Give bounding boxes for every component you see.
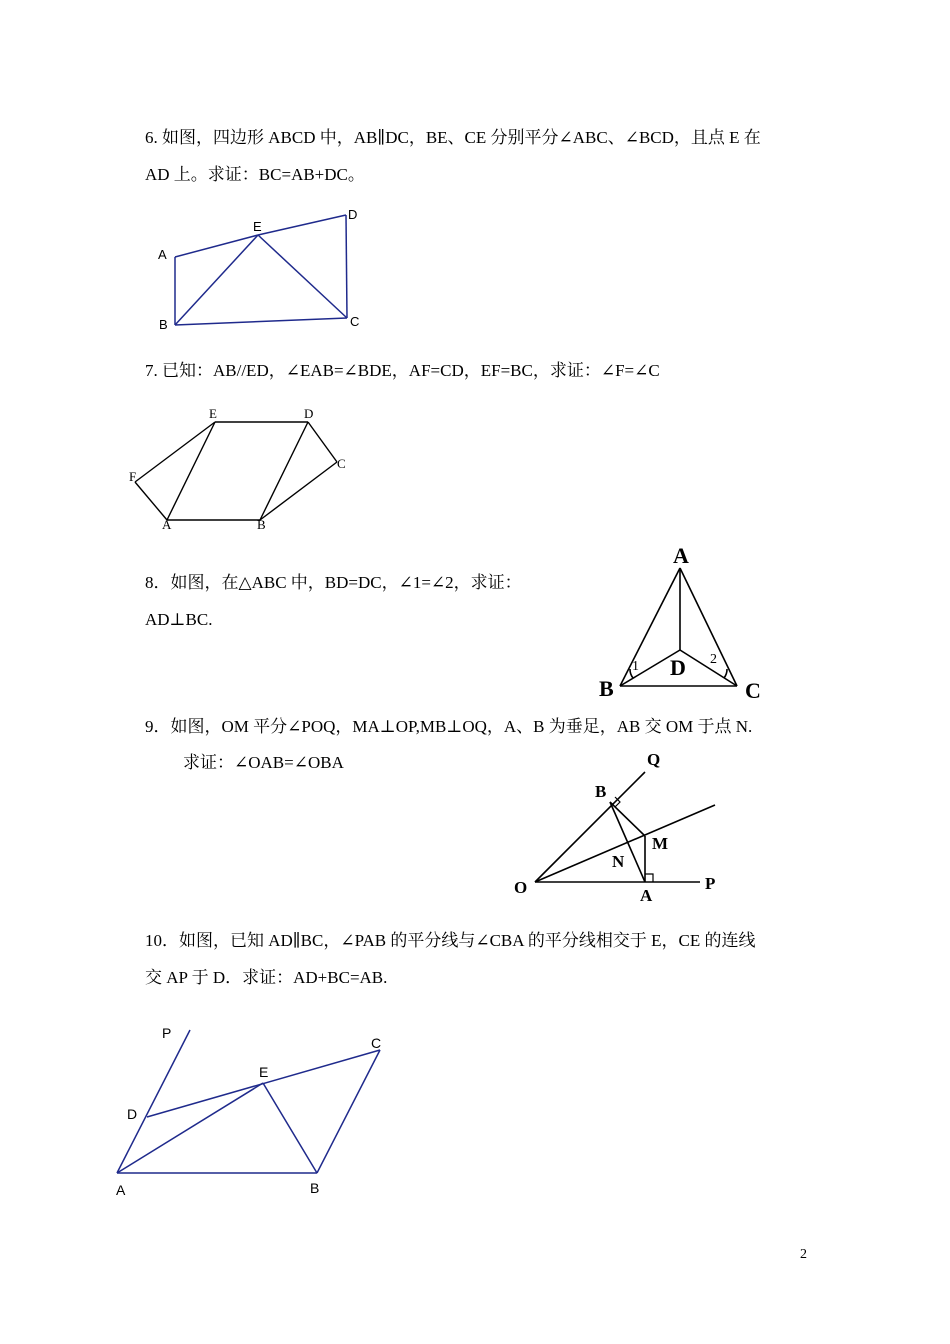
label-D: D [304, 406, 314, 421]
label-C: C [337, 456, 346, 471]
figure-7 [125, 400, 365, 540]
segment-DC [346, 215, 347, 318]
segment-BC [260, 462, 337, 520]
label-Q: Q [647, 750, 661, 769]
problem-10-line-1: 10．如图，已知 AD∥BC，∠PAB 的平分线与∠CBA 的平分线相交于 E，CE 的连线 [145, 931, 756, 950]
problem-10-line-2: 交 AP 于 D．求证：AD+BC=AB. [145, 968, 388, 987]
segment-AE [167, 422, 215, 520]
figure-6 [140, 200, 380, 340]
label-B: B [257, 517, 266, 532]
label-B: B [599, 676, 614, 701]
label-P: P [705, 874, 716, 893]
label-A: A [116, 1182, 126, 1198]
page-number: 2 [800, 1247, 807, 1262]
problem-8-line-1: 8．如图，在△ABC 中，BD=DC，∠1=∠2，求证： [145, 573, 522, 592]
figure-10 [105, 1020, 405, 1210]
segment-FA [135, 482, 167, 520]
problem-6-line-2: AD 上。求证：BC=AB+DC。 [145, 165, 365, 184]
problem-8-line-2: AD⊥BC. [145, 610, 213, 629]
label-D: D [348, 207, 358, 222]
label-P: P [162, 1025, 172, 1041]
label-F: F [129, 469, 137, 484]
ray-OQ [535, 772, 645, 882]
problem-6-line-1: 6. 如图，四边形 ABCD 中，AB∥DC，BE、CE 分别平分∠ABC、∠BCD，且点 E 在 [145, 128, 761, 147]
segment-BE [175, 235, 258, 325]
figure-8 [595, 538, 775, 708]
right-angle-A [645, 874, 653, 882]
label-B: B [595, 782, 607, 801]
problem-9-line-1: 9．如图，OM 平分∠POQ，MA⊥OP,MB⊥OQ，A、B 为垂足，AB 交 OM 于点 N. [145, 717, 753, 736]
problem-9-line-2: 求证：∠OAB=∠OBA [183, 753, 344, 772]
label-N: N [612, 852, 625, 871]
label-C: C [350, 314, 360, 329]
label-O: O [514, 878, 528, 897]
angle-2-arc [724, 669, 727, 678]
label-A: A [162, 517, 172, 532]
label-M: M [652, 834, 669, 853]
figure-9 [505, 745, 735, 915]
label-E: E [209, 406, 217, 421]
label-E: E [259, 1064, 269, 1080]
label-C: C [371, 1035, 382, 1051]
label-D: D [127, 1106, 138, 1122]
label-E: E [253, 219, 262, 234]
label-B: B [310, 1180, 320, 1196]
segment-BC [175, 318, 347, 325]
label-A: A [640, 886, 653, 905]
label-C: C [745, 678, 761, 703]
segment-BE [263, 1083, 317, 1173]
label-D: D [670, 655, 686, 680]
label-A: A [158, 247, 167, 262]
segment-BD [260, 422, 308, 520]
label-A: A [673, 543, 689, 568]
segment-BC [317, 1050, 380, 1173]
segment-CD [308, 422, 337, 462]
angle-2-label: 2 [710, 652, 717, 667]
segment-AE [117, 1083, 263, 1173]
segment-ED [258, 215, 346, 235]
segment-AE [175, 235, 258, 257]
label-B: B [159, 317, 168, 332]
segment-EF [135, 422, 215, 482]
ray-AP [117, 1030, 190, 1173]
problem-7-line-1: 7. 已知：AB//ED，∠EAB=∠BDE，AF=CD，EF=BC，求证：∠F=∠C [145, 361, 660, 380]
angle-1-label: 1 [632, 659, 639, 674]
segment-CE [258, 235, 347, 318]
